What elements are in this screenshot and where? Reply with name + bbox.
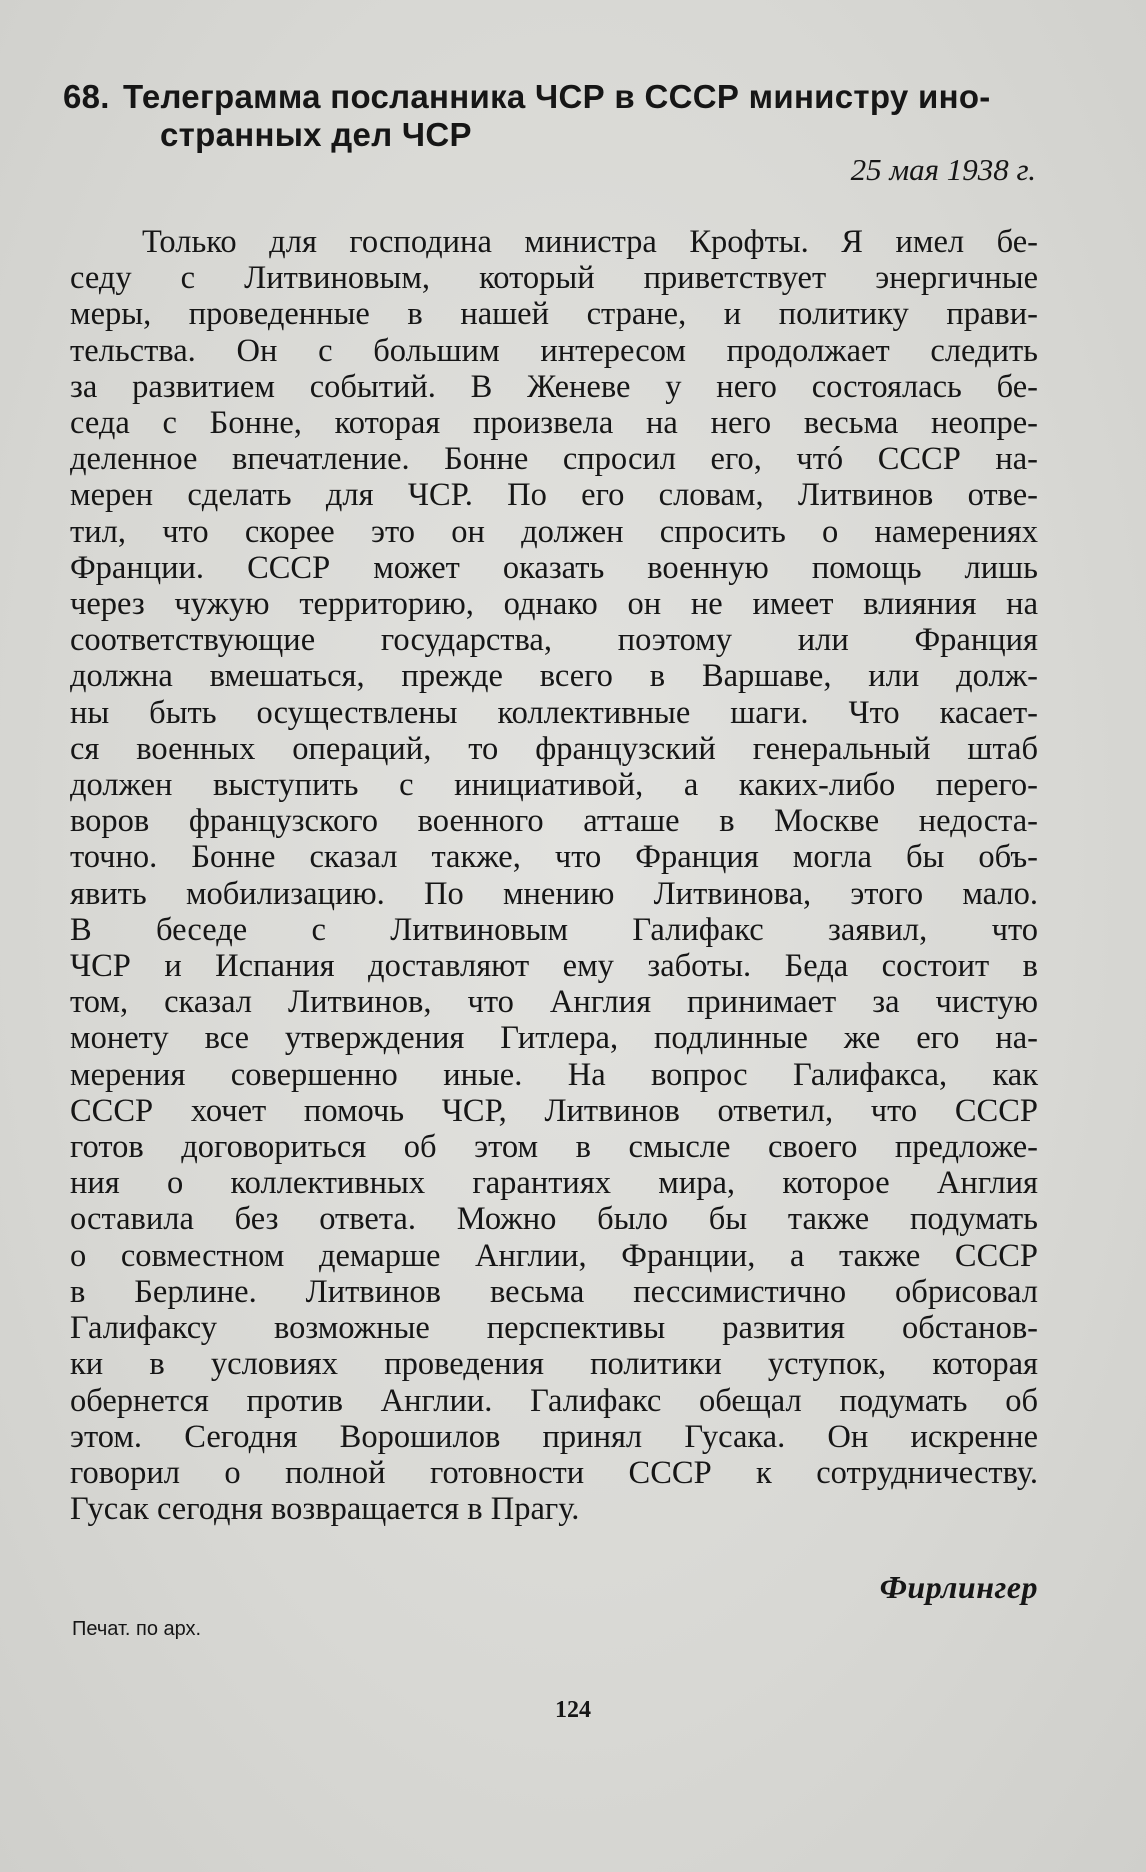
body-line: в Берлине. Литвинов весьма пессимистично обрисовал — [70, 1273, 1038, 1310]
body-line: ния о коллективных гарантиях мира, которое Англия — [70, 1165, 1038, 1202]
body-line: седу с Литвиновым, который приветствует энергичные — [70, 260, 1038, 297]
body-line: соответствующие государства, поэтому или Франция — [70, 622, 1038, 659]
body-line: точно. Бонне сказал также, что Франция могла бы объ- — [70, 839, 1038, 876]
body-line: меры, проведенные в нашей стране, и политику прави- — [70, 296, 1038, 333]
body-line: В беседе с Литвиновым Галифакс заявил, что — [70, 911, 1038, 948]
body-line: Только для господина министра Крофты. Я имел бе- — [142, 224, 1038, 260]
signature: Фирлингер — [879, 1569, 1038, 1605]
body-line: готов договориться об этом в смысле своего предложе- — [70, 1129, 1038, 1166]
body-line: мерения совершенно иные. На вопрос Галифакса, как — [70, 1056, 1038, 1093]
body-line: Галифаксу возможные перспективы развития обстанов- — [70, 1310, 1038, 1347]
document-number: 68. — [63, 78, 110, 115]
body-line: мерен сделать для ЧСР. По его словам, Литвинов отве- — [70, 477, 1038, 514]
body-line: явить мобилизацию. По мнению Литвинова, этого мало. — [70, 875, 1038, 912]
body-line: воров французского военного атташе в Москве недоста- — [70, 803, 1038, 840]
body-line: СССР хочет помочь ЧСР, Литвинов ответил, что СССР — [70, 1092, 1038, 1129]
body-line: ся военных операций, то французский генеральный штаб — [70, 730, 1038, 767]
body-line: Франции. СССР может оказать военную помощь лишь — [70, 549, 1038, 586]
body-text — [70, 224, 1038, 1527]
body-line: должна вмешаться, прежде всего в Варшаве, или долж- — [70, 658, 1038, 695]
body-line: говорил о полной готовности СССР к сотрудничеству. — [70, 1454, 1038, 1491]
body-line: обернется против Англии. Галифакс обещал подумать об — [70, 1382, 1038, 1419]
document-heading — [63, 78, 1043, 154]
body-line: тил, что скорее это он должен спросить о намерениях — [70, 513, 1038, 550]
heading-line-2: странных дел ЧСР — [160, 116, 472, 153]
body-line: седа с Бонне, которая произвела на него весьма неопре- — [70, 405, 1038, 442]
body-line: монету все утверждения Гитлера, подлинные же его на- — [70, 1020, 1038, 1057]
page-number: 124 — [555, 1697, 591, 1723]
heading-line-1: Телеграмма посланника ЧСР в СССР министру ино- — [123, 78, 991, 115]
body-line: этом. Сегодня Ворошилов принял Гусака. Он искренне — [70, 1418, 1038, 1455]
source-note: Печат. по арх. — [72, 1618, 202, 1640]
body-line: за развитием событий. В Женеве у него состоялась бе- — [70, 368, 1038, 405]
body-line: том, сказал Литвинов, что Англия принимает за чистую — [70, 984, 1038, 1021]
document-date: 25 мая 1938 г. — [850, 152, 1036, 187]
body-line: деленное впечатление. Бонне спросил его, чтó СССР на- — [70, 441, 1038, 478]
body-line: тельства. Он с большим интересом продолжает следить — [70, 332, 1038, 369]
body-line: ны быть осуществлены коллективные шаги. Что касает- — [70, 694, 1038, 731]
body-line: о совместном демарше Англии, Франции, а также СССР — [70, 1237, 1038, 1274]
body-line: ки в условиях проведения политики уступок, которая — [70, 1346, 1038, 1383]
body-line: должен выступить с инициативой, а каких-либо перего- — [70, 767, 1038, 804]
body-line: оставила без ответа. Можно было бы также подумать — [70, 1201, 1038, 1238]
body-line: Гусак сегодня возвращается в Прагу. — [70, 1491, 580, 1528]
body-line: ЧСР и Испания доставляют ему заботы. Беда состоит в — [70, 948, 1038, 985]
body-line: через чужую территорию, однако он не имеет влияния на — [70, 586, 1038, 623]
